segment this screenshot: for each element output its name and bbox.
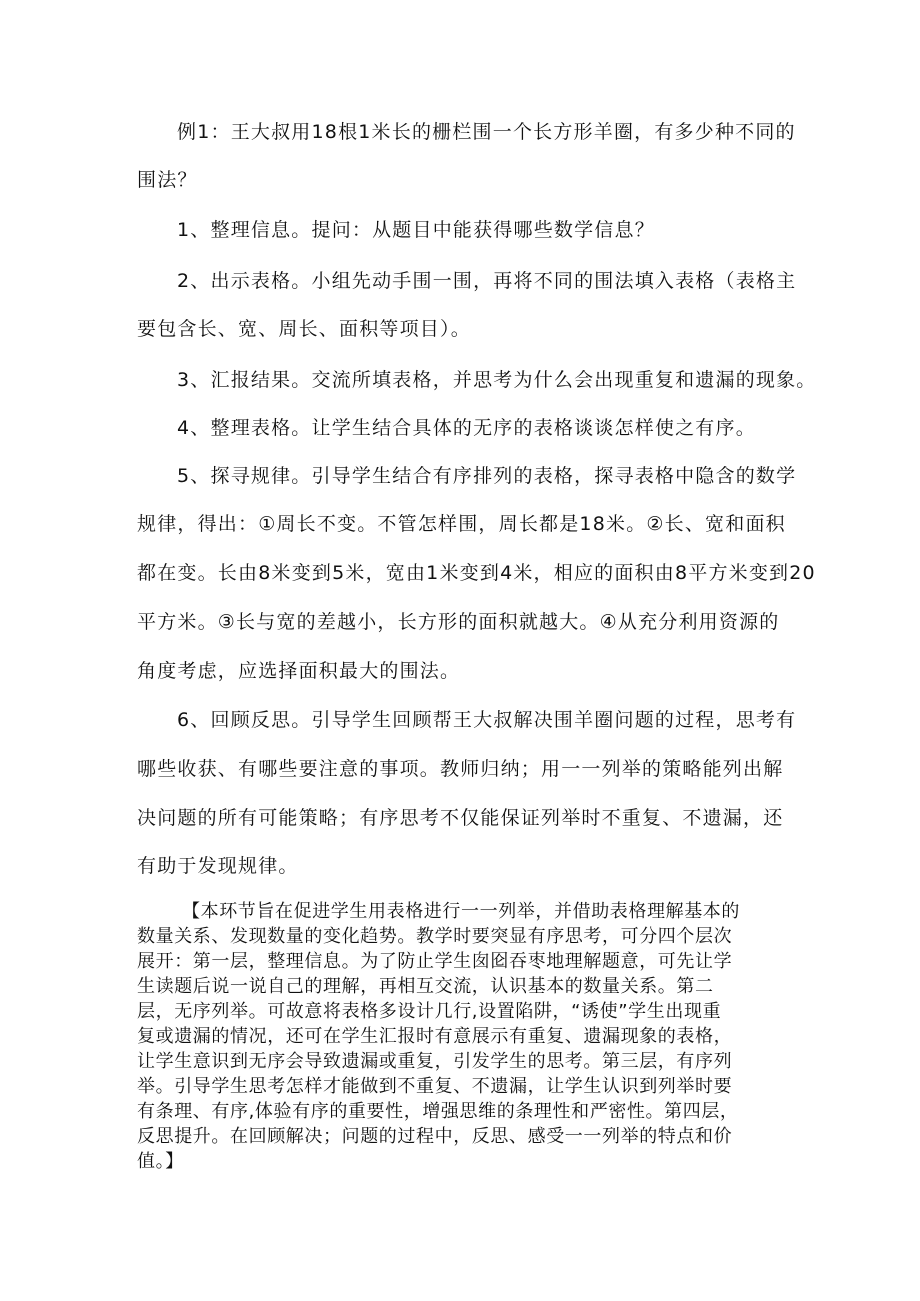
step-5-line-1: 5、探寻规律。引导学生结合有序排列的表格，探寻表格中隐含的数学 <box>177 465 797 487</box>
note-line-11: 值。】 <box>137 1151 184 1172</box>
step-2-line-1: 2、出示表格。小组先动手围一围，再将不同的围法填入表格（表格主 <box>177 270 797 292</box>
step-6-line-1: 6、回顾反思。引导学生回顾帮王大叔解决围羊圈问题的过程，思考有 <box>177 709 797 731</box>
example-title-line-1: 例1：王大叔用18根1米长的栅栏围一个长方形羊圈，有多少种不同的 <box>177 121 796 143</box>
step-6-line-3: 决问题的所有可能策略；有序思考不仅能保证列举时不重复、不遗漏，还 <box>137 807 784 829</box>
step-5-line-5: 角度考虑，应选择面积最大的围法。 <box>137 660 461 682</box>
step-4-line-1: 4、整理表格。让学生结合具体的无序的表格谈谈怎样使之有序。 <box>177 417 756 439</box>
note-line-3: 展开：第一层，整理信息。为了防止学生囱囵吞枣地理解题意，可先让学 <box>137 951 733 972</box>
step-2-line-2: 要包含长、宽、周长、面积等项目）。 <box>137 318 471 340</box>
note-line-9: 有条理、有序,体验有序的重要性，增强思维的条理性和严密性。第四层， <box>137 1101 739 1122</box>
step-3-line-1: 3、汇报结果。交流所填表格，并思考为什么会出现重复和遗漏的现象。 <box>177 369 817 391</box>
note-line-10: 反思提升。在回顾解决；问题的过程中，反思、感受一一列举的特点和价 <box>137 1126 733 1147</box>
note-line-4: 生读题后说一说自己的理解，再相互交流，认识基本的数量关系。第二 <box>137 976 714 997</box>
note-line-1: 【本环节旨在促进学生用表格进行一一列举，并借助表格理解基本的 <box>182 901 740 922</box>
step-5-line-4: 平方米。③长与宽的差越小，长方形的面积就越大。④从充分利用资源的 <box>137 611 780 633</box>
example-title-line-2: 围法？ <box>137 169 198 191</box>
step-5-line-2: 规律，得出：①周长不变。不管怎样围，周长都是18米。②长、宽和面积 <box>137 513 786 535</box>
note-line-6: 复或遗漏的情况，还可在学生汇报时有意展示有重复、遗漏现象的表格， <box>137 1026 733 1047</box>
step-6-line-4: 有助于发现规律。 <box>137 855 299 877</box>
note-line-2: 数量关系、发现数量的变化趋势。教学时要突显有序思考，可分四个层次 <box>137 926 733 947</box>
step-1-line-1: 1、整理信息。提问：从题目中能获得哪些数学信息？ <box>177 219 655 241</box>
note-line-5: 层，无序列举。可故意将表格多设计几行,设置陷阱，“诱使”学生出现重 <box>137 1001 722 1022</box>
step-5-line-3: 都在变。长由8米变到5米，宽由1米变到4米，相应的面积由8平方米变到20 <box>137 562 816 584</box>
step-6-line-2: 哪些收获、有哪些要注意的事项。教师归纳；用一一列举的策略能列出解 <box>137 758 784 780</box>
note-line-8: 举。引导学生思考怎样才能做到不重复、不遗漏，让学生认识到列举时要 <box>137 1076 733 1097</box>
note-line-7: 让学生意识到无序会导致遗漏或重复，引发学生的思考。第三层，有序列 <box>137 1051 733 1072</box>
